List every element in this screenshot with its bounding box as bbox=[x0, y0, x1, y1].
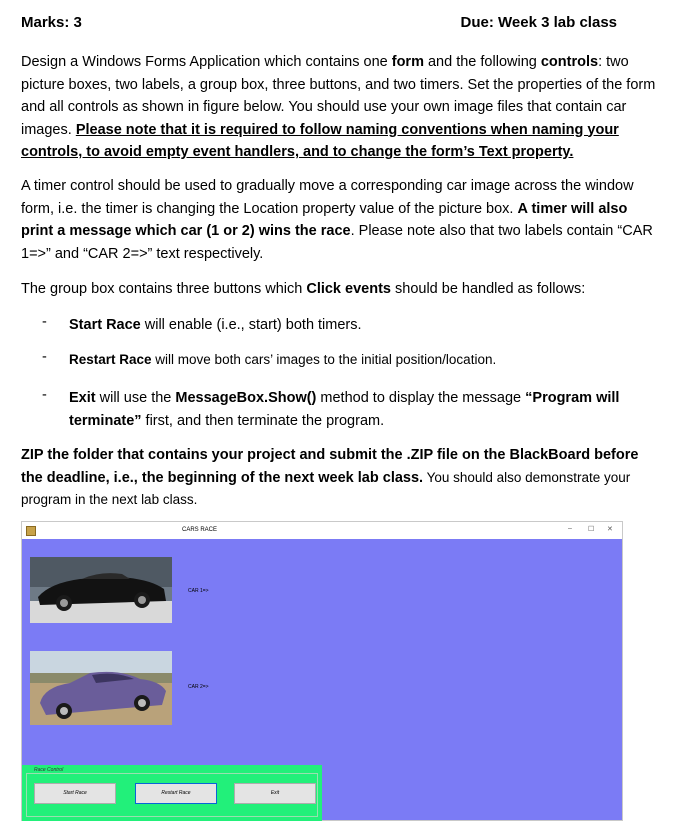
car2-picturebox bbox=[30, 651, 172, 725]
due-label: Due: Week 3 lab class bbox=[460, 14, 617, 31]
marks-label: Marks: 3 bbox=[21, 14, 82, 31]
start-race-button[interactable]: Start Race bbox=[34, 783, 116, 804]
groupbox-label: Race Control bbox=[34, 767, 64, 773]
bullet-restart-race: Restart Race will move both cars’ images to the initial position/location. bbox=[69, 352, 497, 367]
app-icon bbox=[26, 526, 36, 536]
exit-button[interactable]: Exit bbox=[234, 783, 316, 804]
paragraph-timer: A timer control should be used to gradually move a corresponding car image across the window form, i.e. the timer is changing the Location property value of the picture box. A timer will also print a message which car (1 or 2) wins the race. Please note also that two labels contain “CAR 1=>” and “CAR 2=>” text respectively. bbox=[21, 178, 653, 262]
naming-conventions-note: Please note that it is required to follow naming conventions when naming your controls, to avoid empty event handlers, and to change the form’s Text property. bbox=[21, 121, 619, 160]
car2-label: CAR 2=> bbox=[188, 684, 209, 690]
close-icon[interactable]: ✕ bbox=[607, 526, 613, 533]
bullet-exit: Exit will use the MessageBox.Show() method to display the message “Program will terminate” first, and then terminate the program. bbox=[69, 390, 620, 429]
maximize-icon[interactable]: ☐ bbox=[588, 526, 595, 533]
car1-label: CAR 1=> bbox=[188, 588, 209, 594]
paragraph-intro: Design a Windows Forms Application which contains one form and the following controls: two picture boxes, two labels, a group box, three buttons, and two timers. Set the properties of the form and all controls as shown in figure below. You should use your own image files that contain car images. Please note that it is required to follow naming conventions when naming your controls, to avoid empty event handlers, and to change the form’s Text property. bbox=[21, 54, 656, 160]
form-title: CARS RACE bbox=[182, 527, 218, 533]
car1-image bbox=[30, 557, 172, 623]
car2-image bbox=[30, 651, 172, 725]
minimize-icon[interactable]: – bbox=[568, 525, 572, 532]
paragraph-groupbox: The group box contains three buttons which Click events should be handled as follows: bbox=[21, 281, 586, 297]
paragraph-submission: ZIP the folder that contains your project and submit the .ZIP file on the BlackBoard before the deadline, i.e., the beginning of the next week lab class. You should also demonstrate your program in the next lab class. bbox=[21, 447, 639, 507]
bullet-dash: - bbox=[42, 387, 47, 403]
bullet-dash: - bbox=[42, 349, 47, 365]
bullet-start-race: Start Race will enable (i.e., start) both timers. bbox=[69, 317, 362, 333]
car1-picturebox bbox=[30, 557, 172, 623]
form-screenshot bbox=[21, 521, 623, 821]
restart-race-button[interactable]: Restart Race bbox=[135, 783, 217, 804]
bullet-dash: - bbox=[42, 314, 47, 330]
form-titlebar bbox=[22, 522, 622, 539]
race-control-groupbox bbox=[22, 765, 322, 821]
